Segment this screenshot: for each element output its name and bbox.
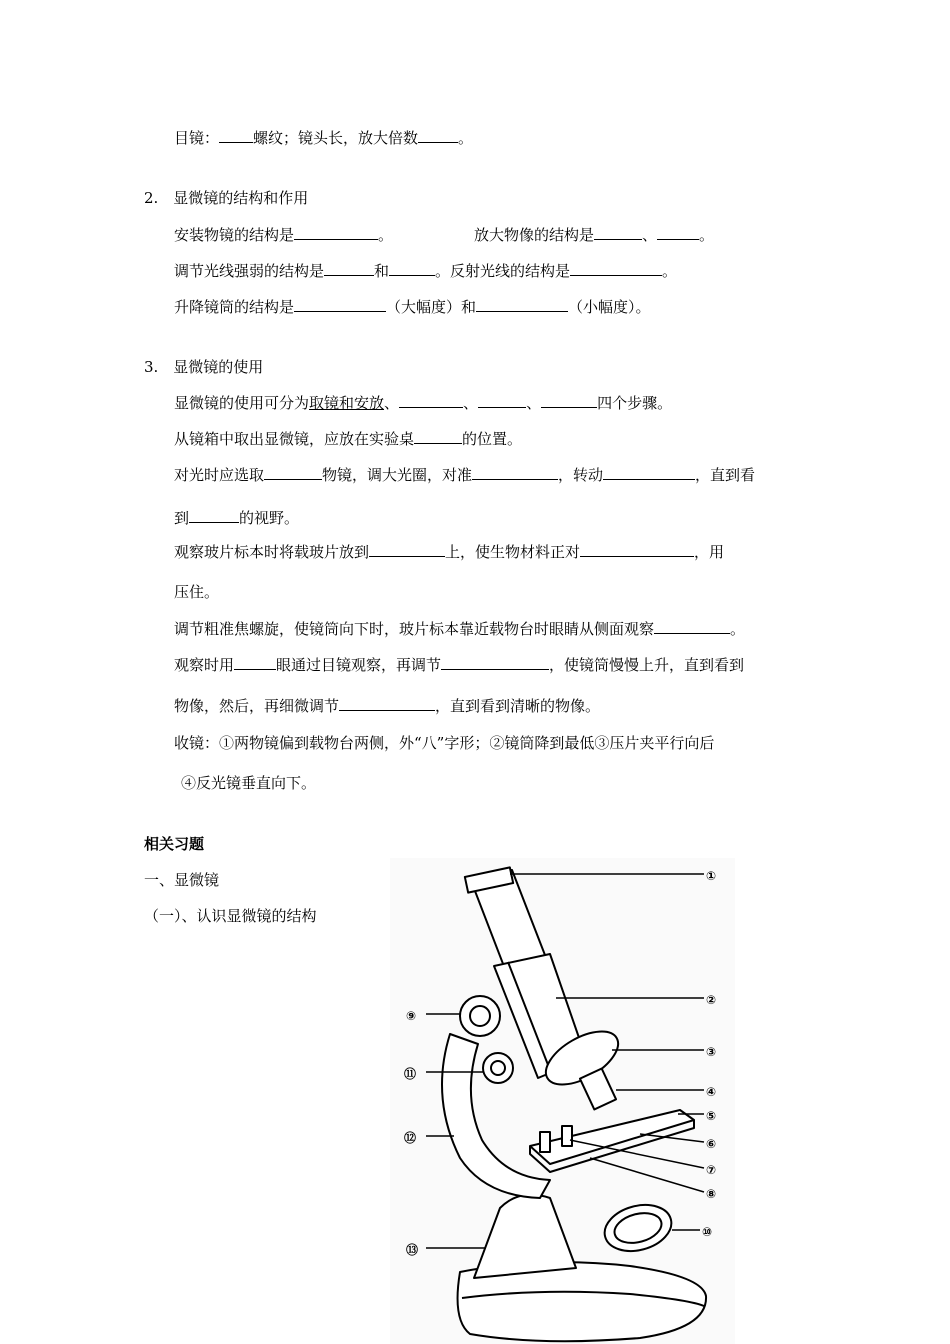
blank[interactable]: [234, 655, 276, 670]
s3-line-2: [174, 429, 522, 449]
s2-line-2: [174, 261, 677, 281]
blank[interactable]: [594, 225, 642, 240]
text: ，使镜筒慢慢上升，直到看到: [549, 656, 745, 674]
section-3-heading: 3. 显微镜的使用: [144, 358, 264, 376]
text: 。: [458, 129, 474, 147]
text: 从镜箱中取出显微镜，应放在实验桌: [174, 430, 415, 448]
eyepiece-line: [174, 128, 473, 148]
text: 。: [378, 226, 394, 244]
label-9: ⑨: [406, 1009, 417, 1023]
text: 四个步骤。: [597, 394, 673, 412]
blank[interactable]: [219, 128, 253, 143]
text: 目镜：: [174, 129, 220, 147]
blank[interactable]: [580, 542, 694, 557]
s2-line-1: [174, 225, 393, 245]
blank[interactable]: [414, 429, 462, 444]
label-12: ⑫: [404, 1131, 417, 1145]
text: （大幅度）和: [386, 298, 477, 316]
blank[interactable]: [441, 655, 549, 670]
label-10: ⑩: [702, 1225, 713, 1239]
s2-line-1b: [474, 225, 714, 245]
blank[interactable]: [294, 297, 386, 312]
text: 观察时用: [174, 656, 235, 674]
microscope-diagram: [390, 858, 735, 1344]
blank[interactable]: [570, 261, 662, 276]
s3-line-3: [174, 465, 755, 485]
blank[interactable]: [603, 465, 695, 480]
text: ，转动: [558, 466, 604, 484]
exercises-title: 相关习题: [144, 835, 205, 853]
label-2: ②: [706, 993, 717, 1007]
text: 调节光线强弱的结构是: [174, 262, 325, 280]
text: 、: [526, 394, 542, 412]
blank[interactable]: [654, 619, 730, 634]
text: 显微镜的使用可分为: [174, 394, 310, 412]
blank[interactable]: [472, 465, 558, 480]
blank[interactable]: [294, 225, 378, 240]
text: 。: [662, 262, 678, 280]
label-6: ⑥: [706, 1137, 717, 1151]
text: 放大物像的结构是: [474, 226, 595, 244]
s3-line-6: 压住。: [174, 583, 220, 601]
exercises-subtitle: 一、显微镜: [144, 871, 220, 889]
text: ，直到看: [695, 466, 756, 484]
text: 。: [730, 620, 746, 638]
blank[interactable]: [389, 261, 435, 276]
text: ，直到看到清晰的物像。: [435, 697, 601, 715]
text: 到: [174, 509, 190, 527]
text: 、: [642, 226, 658, 244]
blank[interactable]: [418, 128, 458, 143]
text: 的位置。: [462, 430, 523, 448]
blank[interactable]: [476, 297, 568, 312]
blank[interactable]: [369, 542, 445, 557]
label-5: ⑤: [706, 1109, 717, 1123]
blank[interactable]: [339, 696, 435, 711]
blank[interactable]: [324, 261, 374, 276]
text: 观察玻片标本时将载玻片放到: [174, 543, 370, 561]
text: 升降镜筒的结构是: [174, 298, 295, 316]
s2-line-3: [174, 297, 651, 317]
text: ，用: [694, 543, 725, 561]
s3-line-7: [174, 619, 745, 639]
label-11: ⑪: [404, 1067, 417, 1081]
underlined-text: 取镜和安放: [309, 394, 385, 412]
text: 、: [463, 394, 479, 412]
s3-line-11: ④反光镜垂直向下。: [181, 774, 317, 792]
text: 、: [384, 394, 400, 412]
blank[interactable]: [264, 465, 322, 480]
s3-line-4: [174, 508, 299, 528]
text: 调节粗准焦螺旋，使镜筒向下时，玻片标本靠近载物台时眼睛从侧面观察: [174, 620, 655, 638]
blank[interactable]: [399, 393, 463, 408]
blank[interactable]: [541, 393, 597, 408]
s3-line-1: [174, 393, 672, 413]
blank[interactable]: [657, 225, 699, 240]
label-1: ①: [706, 869, 717, 883]
text: 上，使生物材料正对: [445, 543, 581, 561]
blank[interactable]: [189, 508, 239, 523]
blank[interactable]: [478, 393, 526, 408]
label-13: ⑬: [406, 1243, 419, 1257]
s3-line-8: [174, 655, 744, 675]
s3-line-5: [174, 542, 724, 562]
text: 对光时应选取: [174, 466, 265, 484]
text: （小幅度）。: [568, 298, 651, 316]
label-4: ④: [706, 1085, 717, 1099]
section-2-heading: 2. 显微镜的结构和作用: [144, 189, 309, 207]
text: 的视野。: [239, 509, 300, 527]
text: 。反射光线的结构是: [435, 262, 571, 280]
label-8: ⑧: [706, 1187, 717, 1201]
text: 螺纹；镜头长，放大倍数: [253, 129, 419, 147]
s3-line-10: 收镜：①两物镜偏到载物台两侧，外“八”字形；②镜筒降到最低③压片夹平行向后: [174, 734, 715, 752]
text: 眼通过目镜观察，再调节: [276, 656, 442, 674]
s3-line-9: [174, 696, 600, 716]
label-7: ⑦: [706, 1163, 717, 1177]
text: 和: [374, 262, 390, 280]
text: 物镜，调大光圈，对准: [322, 466, 473, 484]
text: 。: [699, 226, 715, 244]
text: 安装物镜的结构是: [174, 226, 295, 244]
exercises-subtitle-2: （一）、认识显微镜的结构: [144, 907, 317, 925]
label-3: ③: [706, 1045, 717, 1059]
text: 物像，然后，再细微调节: [174, 697, 340, 715]
